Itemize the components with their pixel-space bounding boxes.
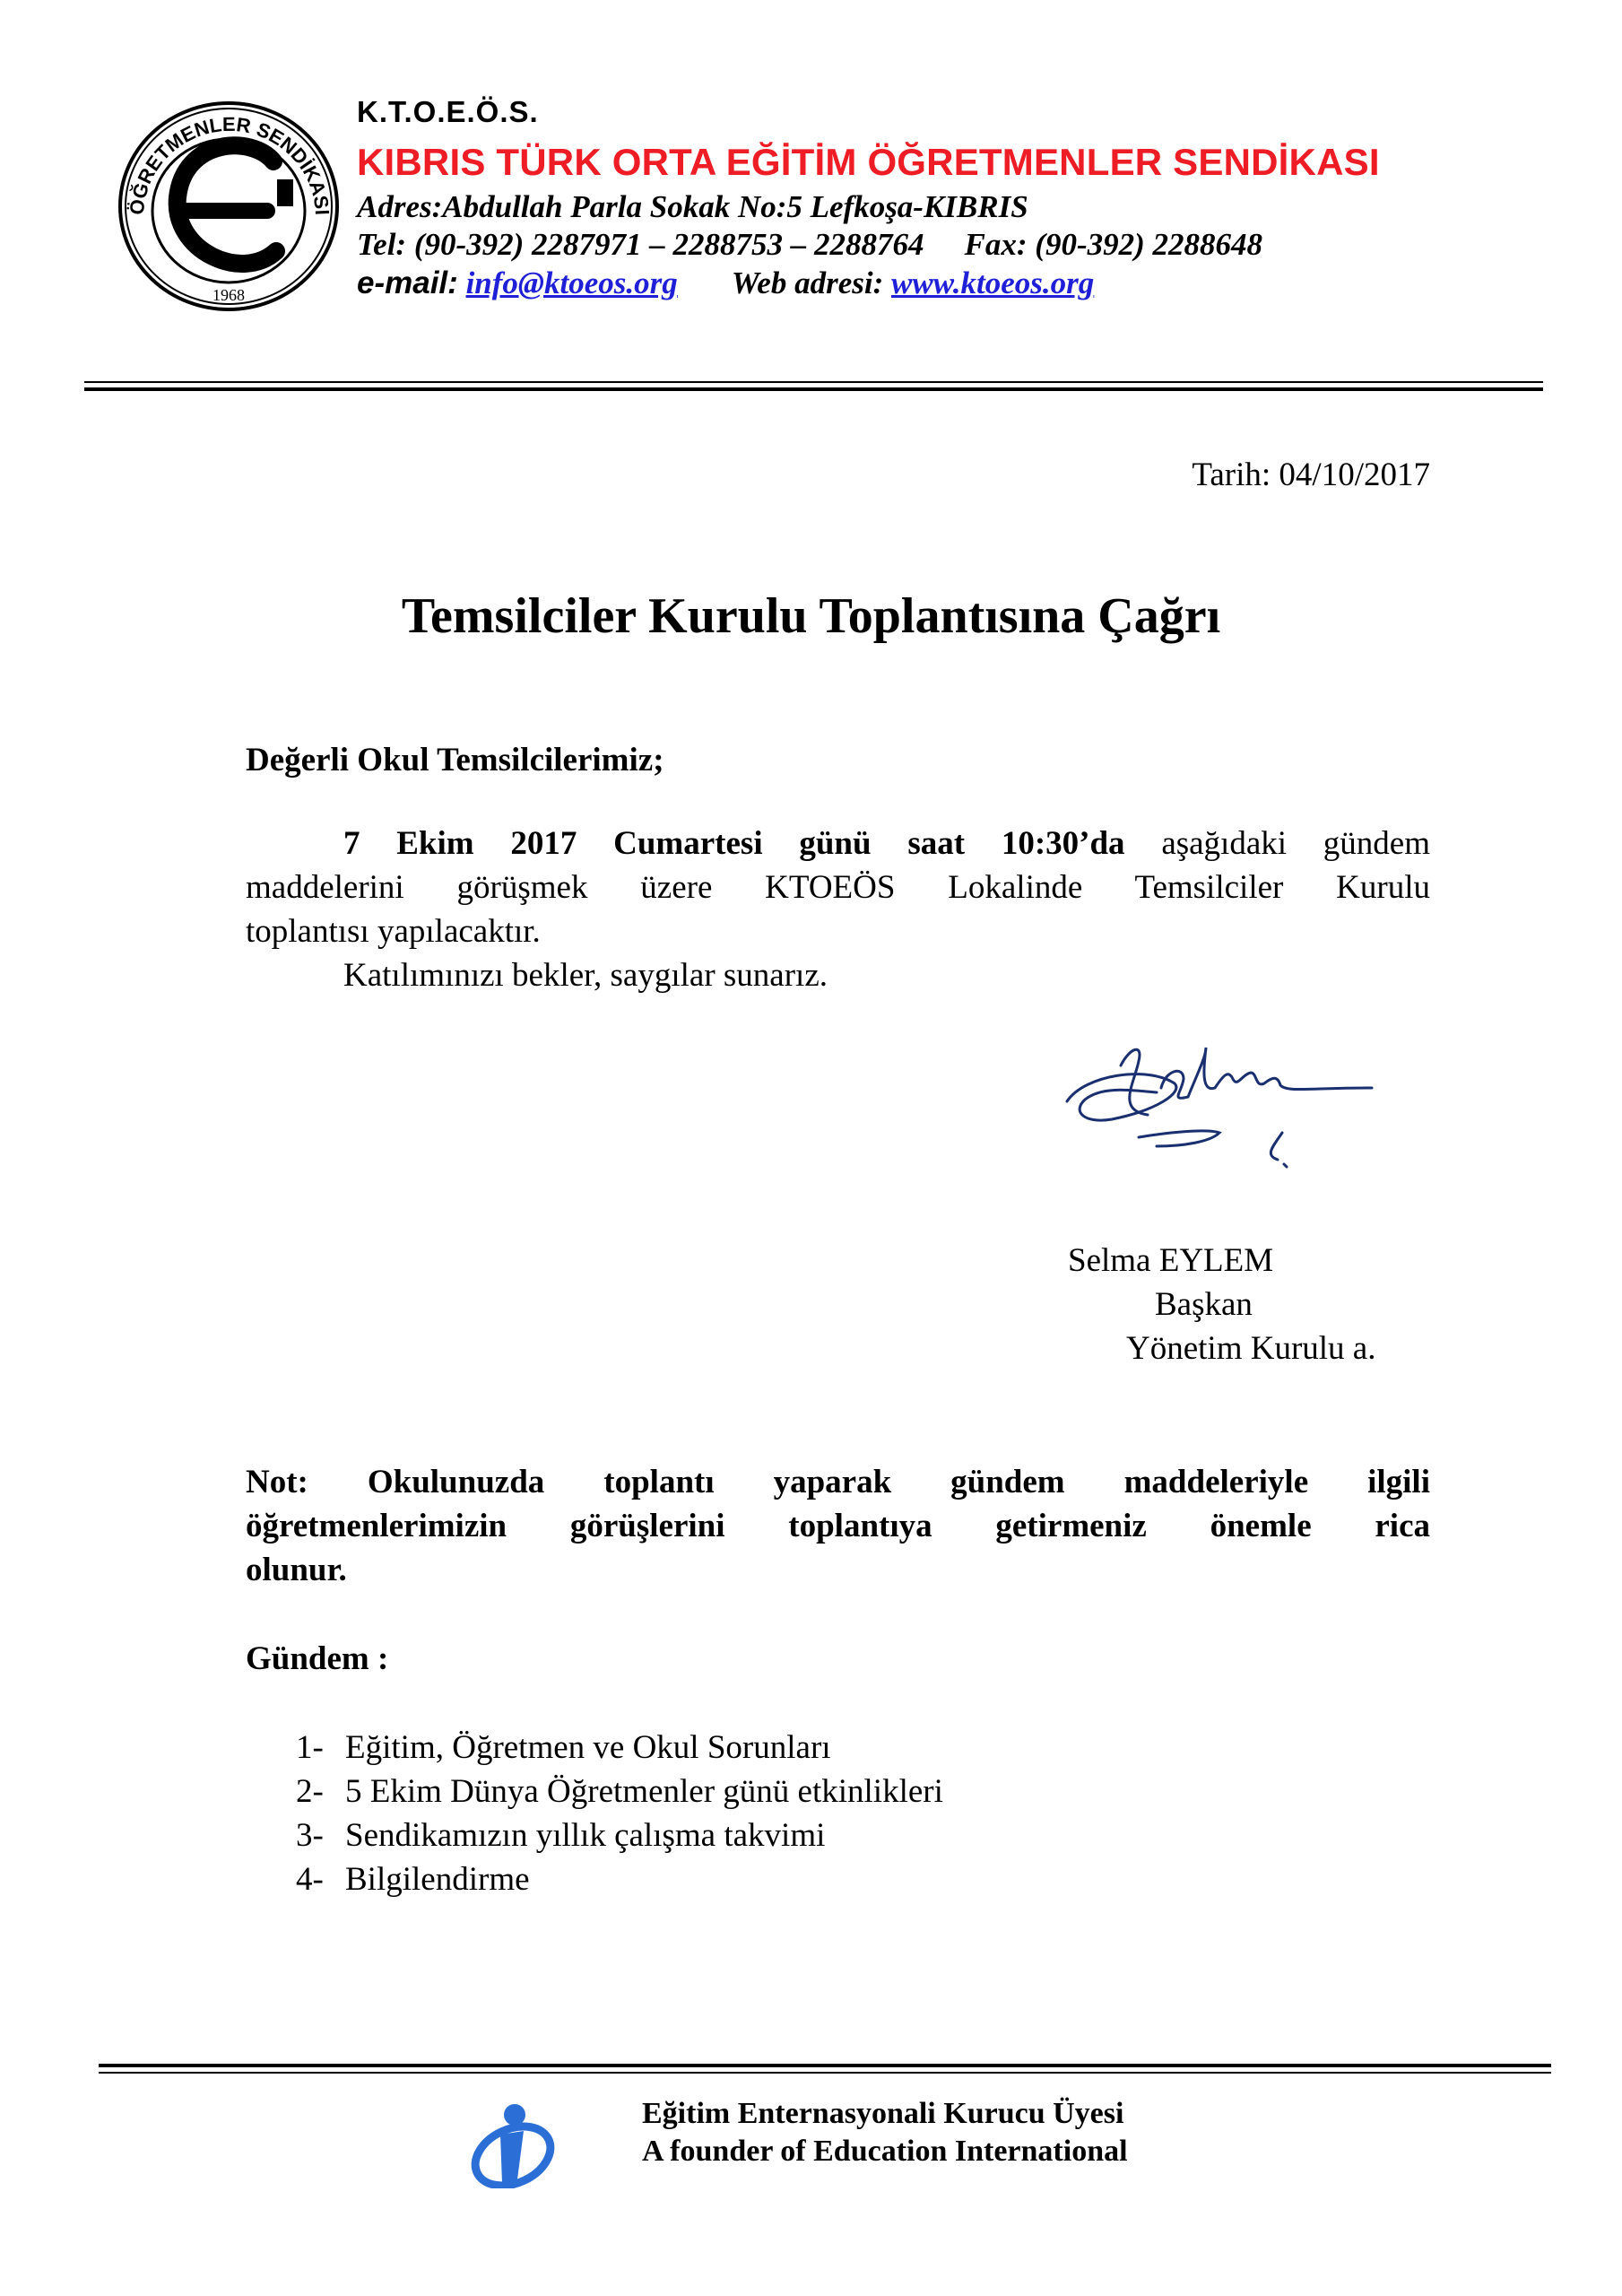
org-phone-fax (357, 227, 1262, 263)
org-contacts (357, 265, 1094, 301)
footer-divider-thick (99, 2064, 1551, 2067)
note-line: Not: Okulunuzda toplantı yaparak gündem maddeleriyle ilgili (246, 1464, 1430, 1500)
note-line: olunur. (246, 1552, 347, 1588)
logo-year: 1968 (213, 286, 245, 304)
letter-date: Tarih: 04/10/2017 (1192, 457, 1430, 493)
logo-ring-text: ÖĞRETMENLER SENDİKASI (125, 112, 334, 216)
agenda-item: 2- 5 Ekim Dünya Öğretmenler günü etkinlikleri (296, 1773, 943, 1810)
signature (1049, 1003, 1381, 1182)
footer-divider (99, 2072, 1551, 2074)
org-address: Adres:Abdullah Parla Sokak No:5 Lefkoşa-KIBRIS (357, 189, 1028, 224)
org-fax: Fax: (90-392) 2288648 (964, 227, 1263, 262)
email-label: e-mail: (357, 265, 458, 300)
signatory-unit: Yönetim Kurulu a. (1126, 1330, 1376, 1367)
letter-title: Temsilciler Kurulu Toplantısına Çağrı (401, 588, 1221, 644)
union-logo (117, 99, 341, 312)
web-label: Web adresi: (731, 265, 884, 300)
agenda-list (296, 1726, 943, 1901)
agenda-item: 3- Sendikamızın yıllık çalışma takvimi (296, 1817, 826, 1854)
email-link[interactable]: info@ktoeos.org (465, 265, 678, 300)
footer-line-en: A founder of Education International (642, 2135, 1128, 2168)
header-divider (84, 381, 1543, 383)
footer-line-tr: Eğitim Enternasyonali Kurucu Üyesi (642, 2097, 1124, 2130)
web-link[interactable]: www.ktoeos.org (891, 265, 1095, 300)
agenda-title: Gündem : (246, 1640, 389, 1677)
signatory-role: Başkan (1155, 1286, 1253, 1323)
signatory-name: Selma EYLEM (1068, 1242, 1274, 1279)
agenda-item: 1- Eğitim, Öğretmen ve Okul Sorunları (296, 1729, 831, 1766)
body-line: toplantısı yapılacaktır. (246, 913, 541, 950)
body-line: maddelerini görüşmek üzere KTOEÖS Lokalinde Temsilciler Kurulu (246, 869, 1430, 906)
org-abbreviation: K.T.O.E.Ö.S. (357, 95, 539, 128)
body-line: 7 Ekim 2017 Cumartesi günü saat 10:30’da aşağıdaki gündem (343, 825, 1430, 862)
education-international-icon (468, 2100, 558, 2188)
agenda-item: 4- Bilgilendirme (296, 1861, 530, 1898)
org-name: KIBRIS TÜRK ORTA EĞİTİM ÖĞRETMENLER SENDİKASI (357, 141, 1380, 183)
meeting-datetime: 7 Ekim 2017 Cumartesi günü saat 10:30’da (343, 825, 1125, 862)
org-tel: Tel: (90-392) 2287971 – 2288753 – 2288764 (357, 227, 924, 262)
closing-line: Katılımınızı bekler, saygılar sunarız. (343, 957, 828, 994)
note-paragraph (246, 1460, 1430, 1592)
salutation: Değerli Okul Temsilcilerimiz; (246, 742, 664, 778)
header-divider-thick (84, 387, 1543, 391)
body-paragraph (246, 822, 1430, 997)
note-line: öğretmenlerimizin görüşlerini toplantıya getirmeniz önemle rica (246, 1508, 1430, 1544)
